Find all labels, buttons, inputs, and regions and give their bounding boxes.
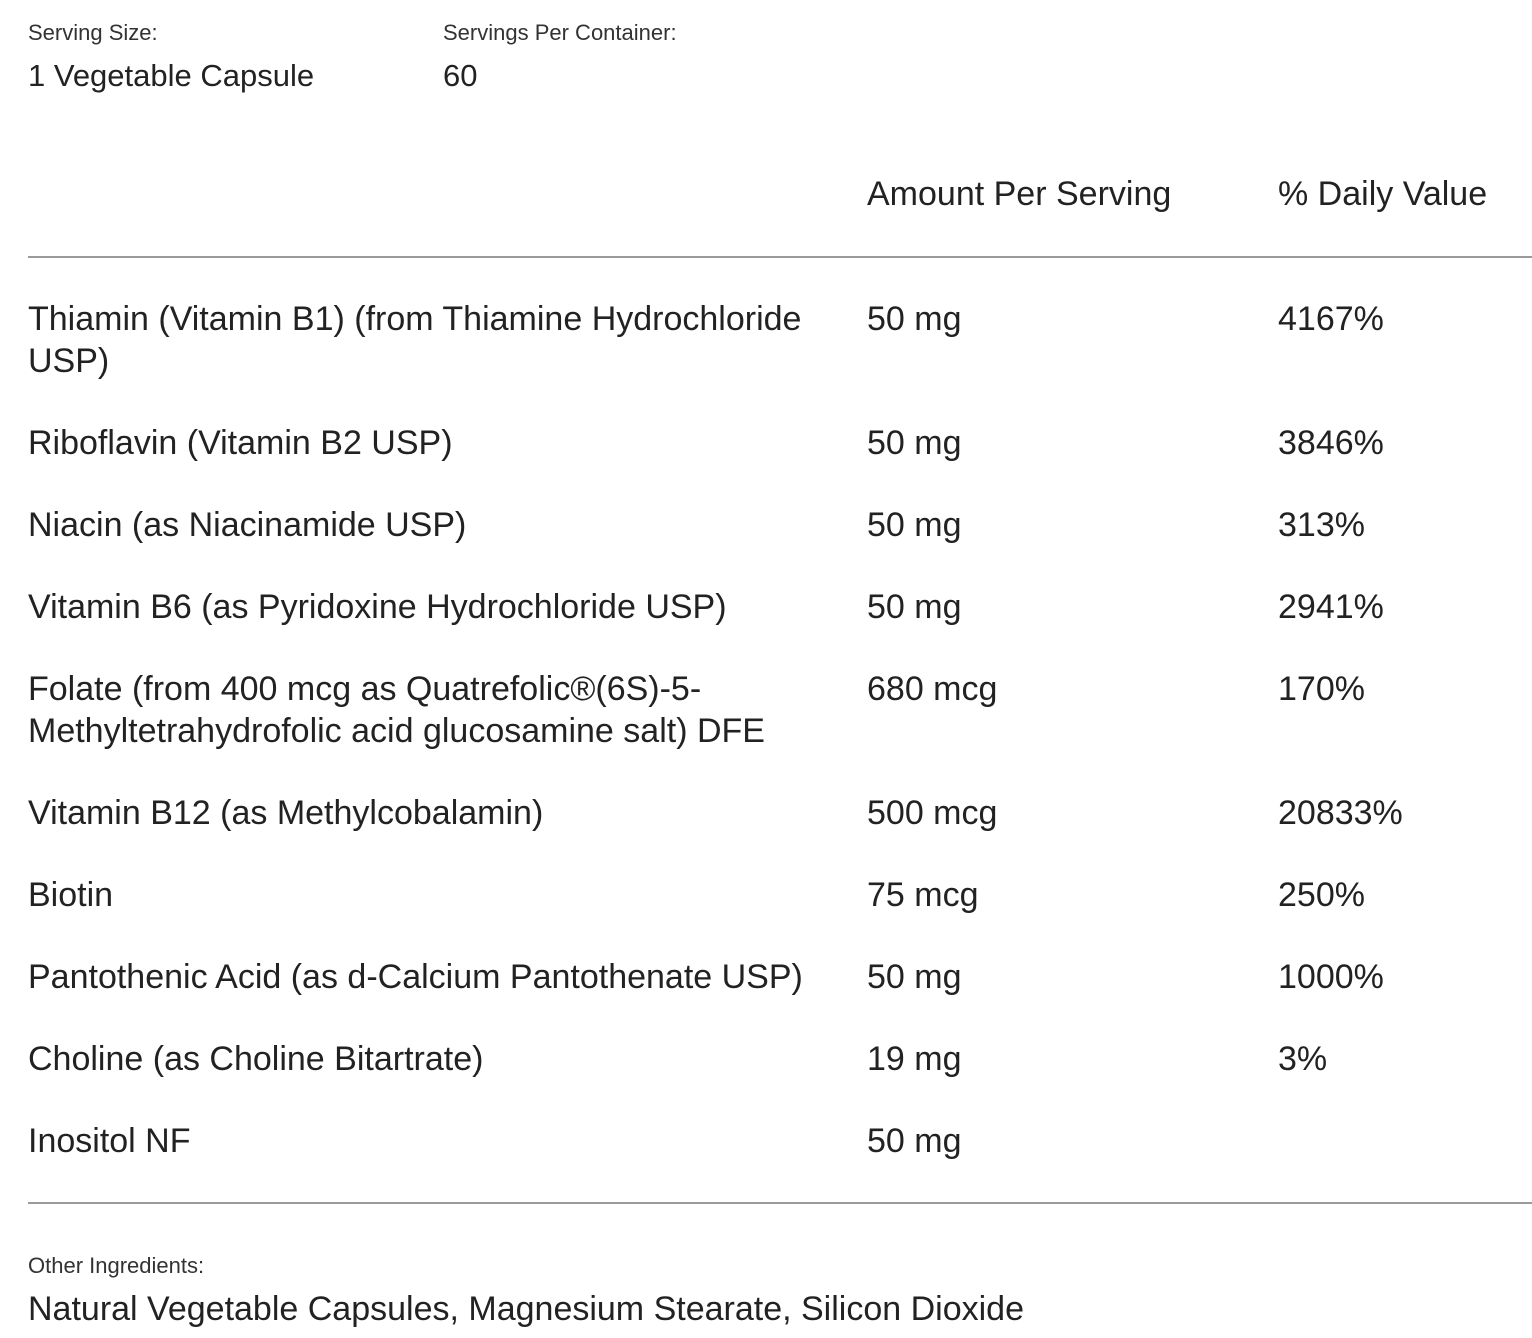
nutrient-name: Folate (from 400 mcg as Quatrefolic®(6S)-5-Methyltetrahydrofolic acid glucosamine salt) DFE — [28, 670, 765, 750]
table-row — [28, 874, 1532, 916]
table-row — [28, 792, 1532, 834]
table-row — [28, 956, 1532, 998]
nutrient-table — [28, 298, 1532, 1202]
nutrient-daily-value: 250% — [1278, 876, 1365, 914]
servings-per-container-value: 60 — [443, 58, 478, 93]
table-row — [28, 504, 1532, 546]
nutrient-amount: 500 mcg — [867, 794, 998, 832]
table-top-divider — [28, 256, 1532, 258]
nutrient-name: Vitamin B12 (as Methylcobalamin) — [28, 794, 544, 832]
serving-size-block — [28, 20, 448, 96]
nutrient-daily-value: 4167% — [1278, 300, 1384, 338]
nutrient-daily-value — [1278, 1120, 1532, 1162]
nutrient-name: Choline (as Choline Bitartrate) — [28, 1040, 484, 1078]
table-row — [28, 1120, 1532, 1162]
nutrient-amount: 19 mg — [867, 1040, 962, 1078]
nutrient-amount: 50 mg — [867, 588, 962, 626]
nutrient-daily-value: 3846% — [1278, 424, 1384, 462]
nutrient-daily-value: 20833% — [1278, 794, 1403, 832]
other-ingredients-label: Other Ingredients: — [28, 1253, 205, 1278]
table-row — [28, 1038, 1532, 1080]
nutrient-name: Biotin — [28, 876, 114, 914]
nutrient-amount: 680 mcg — [867, 670, 998, 708]
table-row — [28, 298, 1532, 382]
nutrient-amount: 50 mg — [867, 958, 962, 996]
nutrient-name: Vitamin B6 (as Pyridoxine Hydrochloride USP) — [28, 588, 727, 626]
table-row — [28, 422, 1532, 464]
nutrient-amount: 50 mg — [867, 1122, 962, 1160]
daily-value-header: % Daily Value — [1278, 175, 1488, 213]
other-ingredients-value: Natural Vegetable Capsules, Magnesium Stearate, Silicon Dioxide — [28, 1290, 1024, 1328]
amount-per-serving-header: Amount Per Serving — [867, 175, 1172, 213]
serving-size-label: Serving Size: — [28, 20, 158, 45]
table-row — [28, 668, 1532, 752]
nutrient-daily-value: 3% — [1278, 1040, 1328, 1078]
nutrient-name: Niacin (as Niacinamide USP) — [28, 506, 467, 544]
nutrient-amount: 50 mg — [867, 300, 962, 338]
servings-per-container-block — [443, 20, 863, 96]
nutrient-daily-value: 1000% — [1278, 958, 1384, 996]
nutrient-amount: 75 mcg — [867, 876, 979, 914]
nutrient-name: Thiamin (Vitamin B1) (from Thiamine Hydrochloride USP) — [28, 300, 802, 380]
nutrient-name: Riboflavin (Vitamin B2 USP) — [28, 424, 453, 462]
nutrient-amount: 50 mg — [867, 424, 962, 462]
table-row — [28, 586, 1532, 628]
servings-per-container-label: Servings Per Container: — [443, 20, 677, 45]
nutrient-name: Inositol NF — [28, 1122, 191, 1160]
nutrient-daily-value: 170% — [1278, 670, 1365, 708]
nutrient-daily-value: 313% — [1278, 506, 1365, 544]
nutrient-amount: 50 mg — [867, 506, 962, 544]
nutrient-name: Pantothenic Acid (as d-Calcium Pantothenate USP) — [28, 958, 803, 996]
table-bottom-divider — [28, 1202, 1532, 1204]
nutrient-daily-value: 2941% — [1278, 588, 1384, 626]
serving-size-value: 1 Vegetable Capsule — [28, 58, 315, 93]
